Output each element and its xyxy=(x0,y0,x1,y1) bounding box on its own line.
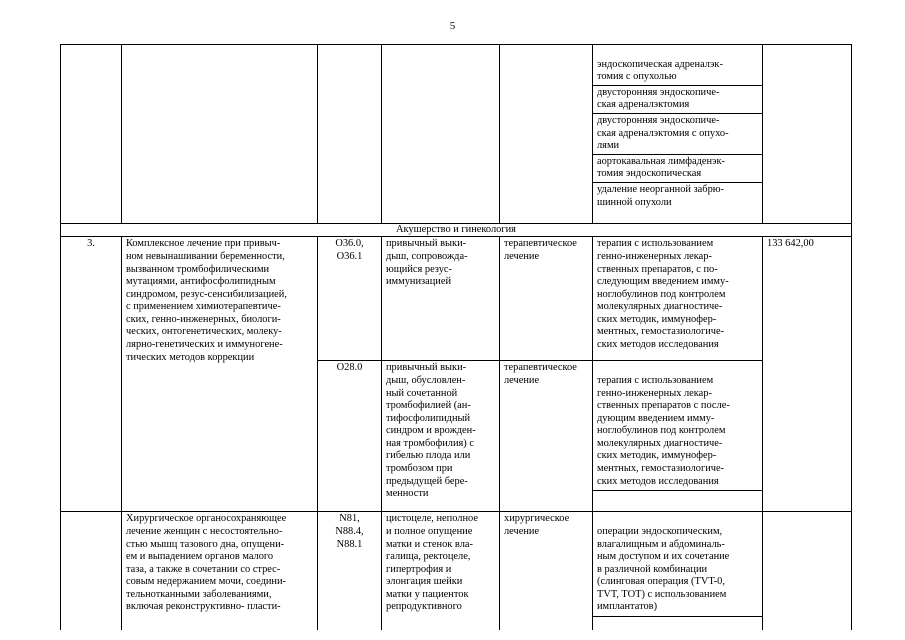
empty-cell xyxy=(500,45,593,224)
method-item: эндоскопическая адреналэк- томия с опухолью xyxy=(593,58,762,86)
method-list xyxy=(593,58,762,211)
empty-cell xyxy=(763,512,852,630)
empty-cell xyxy=(763,45,852,224)
empty-cell xyxy=(61,512,122,630)
entry-name: Комплексное лечение при привыч- ном невынашивании беременности, вызванном тромбофилическими мутациями, антифосфолипидным синдромом, резус-сенсибилизацией, с применением химиотерапевтиче- ских, генно-инженерных, биологи- ческих, онтогенетических, молеку- лярно-генетических и иммуногене- тических методов коррекции xyxy=(122,237,318,512)
treatment-method xyxy=(593,361,763,512)
icd-codes: N81, N88.4, N88.1 xyxy=(318,512,382,630)
treatment-method-text: терапия с использованием генно-инженерных лекар- ственных препаратов с после- дующим введением имму- ноглобулинов под контролем молекулярных диагностиче- ских методик, иммунофер- ментных, гемостазиологиче- ских методов исследования xyxy=(593,375,762,491)
method-item: аортокавальная лимфаденэк- томия эндоскопическая xyxy=(593,154,762,182)
treatment-type: терапевтическое лечение xyxy=(500,237,593,361)
entry-number: 3. xyxy=(61,237,122,512)
empty-cell xyxy=(318,45,382,224)
section-heading: Акушерство и гинекология xyxy=(61,223,852,237)
empty-cell xyxy=(382,45,500,224)
treatment-type: хирургическое лечение xyxy=(500,512,593,630)
medical-care-table xyxy=(60,44,852,630)
empty-cell xyxy=(61,45,122,224)
method-item: двусторонняя эндоскопиче- ская адреналэктомия с опухо- лями xyxy=(593,113,762,154)
patient-model: привычный выки- дыш, сопровожда- ющийся резус- иммунизацией xyxy=(382,237,500,361)
icd-codes: O28.0 xyxy=(318,361,382,512)
treatment-method-text: операции эндоскопическим, влагалищным и абдоминаль- ным доступом и их сочетание в различной комбинации (слинговая операция (TVT-0, TVT, TOT) с использованием имплантатов) xyxy=(593,525,762,617)
method-item: удаление неорганной забрю- шинной опухоли xyxy=(597,183,724,208)
entry-row xyxy=(61,237,852,361)
empty-cell xyxy=(122,45,318,224)
entry-row xyxy=(61,512,852,630)
treatment-method: терапия с использованием генно-инженерных лекар- ственных препаратов, с по- следующим введением имму- ноглобулинов под контролем молекулярных диагностиче- ских методик, иммунофер- ментных, гемостазиологиче- ских методов исследования xyxy=(593,237,763,361)
treatment-method xyxy=(593,512,763,630)
treatment-type: терапевтическое лечение xyxy=(500,361,593,512)
cost-value: 133 642,00 xyxy=(763,237,852,512)
icd-codes: O36.0, O36.1 xyxy=(318,237,382,361)
continuation-row xyxy=(61,45,852,224)
patient-model: цистоцеле, неполное и полное опущение матки и стенок вла- галища, ректоцеле, гипертрофия и элонгация шейки матки у пациенток репродуктивного xyxy=(382,512,500,630)
method-item: двусторонняя эндоскопиче- ская адреналэктомия xyxy=(593,85,762,113)
patient-model: привычный выки- дыш, обусловлен- ный сочетанной тромбофилией (ан- тифосфолипидный синдром и врожден- ная тромбофилия) с гибелью плода или тромбозом при предыдущей бере- менности xyxy=(382,361,500,512)
entry-name: Хирургическое органосохраняющее лечение женщин с несостоятельно- стью мышц тазового дна, опущени- ем и выпадением органов малого таза, а также в сочетании со стрес- совым недержанием мочи, соедини- тельнотканными заболеваниями, включая реконструктивно- пласти- xyxy=(122,512,318,630)
page-number: 5 xyxy=(449,20,456,32)
method-list-cell xyxy=(593,45,763,224)
section-heading-row xyxy=(61,223,852,237)
